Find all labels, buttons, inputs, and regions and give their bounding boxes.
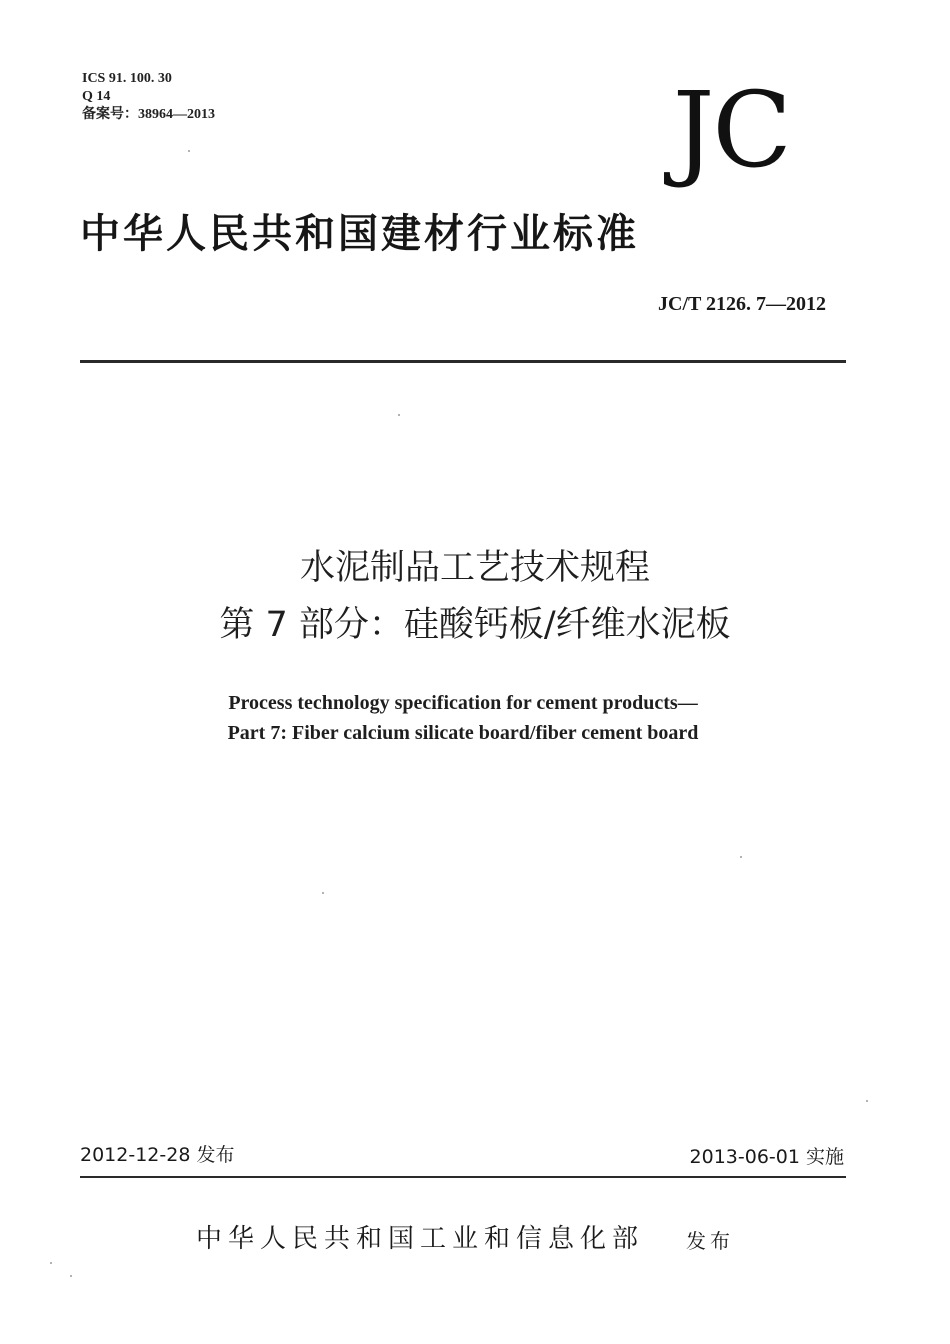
chinese-title-line-1: 水泥制品工艺技术规程 <box>299 548 650 588</box>
ics-code: ICS 91. 100. 30 <box>82 71 172 86</box>
english-title-line-1: Process technology specification for cement products— <box>228 692 698 714</box>
standard-number: JC/T 2126. 7—2012 <box>658 293 826 315</box>
issue-date: 2012-12-28 发布 <box>80 1144 235 1166</box>
effective-date: 2013-06-01 实施 <box>689 1146 844 1168</box>
english-title-line-2: Part 7: Fiber calcium silicate board/fiber cement board <box>227 722 699 744</box>
top-divider <box>80 360 846 363</box>
scan-speck <box>70 1275 72 1277</box>
filing-number: 备案号：38964—2013 <box>82 107 215 122</box>
scan-speck <box>866 1100 868 1102</box>
scan-speck <box>398 414 400 416</box>
bottom-divider <box>80 1176 846 1178</box>
issuing-label: 发布 <box>686 1229 734 1253</box>
jc-logo: JC <box>672 69 790 191</box>
standard-category-title: 中华人民共和国建材行业标准 <box>80 211 639 257</box>
scan-speck <box>50 1262 52 1264</box>
scan-speck <box>740 856 742 858</box>
chinese-title-line-2: 第 7 部分：硅酸钙板/纤维水泥板 <box>219 605 731 645</box>
scan-speck <box>322 892 324 894</box>
header-metadata <box>82 70 215 124</box>
issuing-authority: 中华人民共和国工业和信息化部 <box>196 1224 645 1254</box>
ccs-code: Q 14 <box>82 89 111 104</box>
scan-speck <box>188 150 190 152</box>
